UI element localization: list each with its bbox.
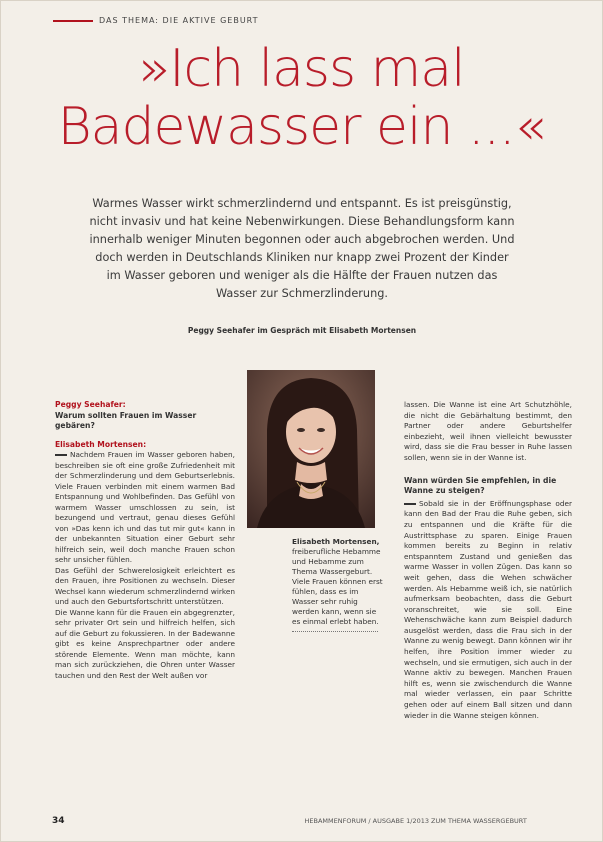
answer-1-paragraph-2: Das Gefühl der Schwerelosigkeit erleichtert es den Frauen, ihre Positionen zu wechseln. Dieser Wechsel kann wiederum schmerzlindernd wirken und auch den Geburtsfortschritt unterstützen. [55,565,235,606]
caption-rule [292,631,378,632]
photo-caption [292,537,384,632]
answer-dash [55,454,67,456]
footer-text: HEBAMMENFORUM / AUSGABE 1/2013 ZUM THEMA WASSERGEBURT [304,817,527,825]
answer-1-text-1: Nachdem Frauen im Wasser geboren haben, beschreiben sie oft eine große Zufriedenheit mit der Schmerzlinderung und dem Geburtserlebnis. Viele Frauen verbinden mit einem warmen Bad Entspannung und Wohlbefinden. Das Gefühl von warmem Wasser umschlossen zu sein, ist bezungend und vertraut, genau dieses Gefühl von »Das kenn ich und das tut mir gut« kann in der unbekannten Situation einer Geburt sehr hilfreich sein, weil doch manche Frauen schon sehr unsicher fühlen. [55,450,235,564]
headline-line-1: »Ich lass mal [138,39,465,99]
intro-text: Warmes Wasser wirkt schmerzlindernd und entspannt. Es ist preisgünstig, nicht invasiv und hat keine Nebenwirkungen. Diese Behandlungsform kann innerhalb weniger Minuten begonnen oder auch abgebrochen werden. Und doch werden in Deutschlands Kliniken nur knapp zwei Prozent der Kinder im Wasser geboren und weniger als die Hälfte der Frauen nutzen das Wasser zur Schmerzlinderung. [89,197,515,300]
byline: Peggy Seehafer im Gespräch mit Elisabeth Mortensen [187,326,417,335]
page-number: 34 [52,816,65,826]
question-2: Wann würden Sie empfehlen, in die Wanne zu steigen? [404,475,557,496]
right-paragraph-2-text: Sobald sie in der Eröffnungsphase oder kann den Bad der Frau die Ruhe geben, sich zu entspannen und die Kräfte für die Austrittsphase zu sparen. Einige Frauen kommen bereits zu Beginn in relativ entspanntem Zustand und genießen das warme Wasser in vollen Zügen. Das kann so weit gehen, dass die Wehen schwächer werden. Als Hebamme weiß ich, sie natürlich aufmerksam beobachten, dass die Geburt voranschreitet, wie sie soll. Eine Wehenschwäche kann zum Beispiel dadurch ausgelöst werden, dass die Frau sich in der Wanne zu wenig bewegt. Dann können wir ihr helfen, ihre Position immer wieder zu wechseln, und sie ermutigen, sich auch in der Wanne aktiv zu bewegen. Manchen Frauen hilft es, wenn sie zwischendurch die Wanne mal wieder verlassen, ein paar Schritte gehen oder auf einem Ball sitzen und dann wieder in die Wanne steigen können. [404,498,572,720]
left-column [55,400,235,681]
answer-dash-2 [404,503,416,505]
section-kicker [53,16,259,25]
headline [40,40,563,156]
portrait-photo [247,370,375,528]
caption-name: Elisabeth Mortensen, [292,537,380,546]
interviewer-name: Peggy Seehafer: [55,400,126,409]
page-footer [52,816,572,826]
kicker-bar [53,20,93,22]
right-paragraph-2 [404,499,572,721]
answer-1-paragraph-1 [55,450,235,566]
section-label: DAS THEMA: DIE AKTIVE GEBURT [99,16,259,25]
question-1: Warum sollten Frauen im Wasser gebären? [55,410,197,430]
portrait-illustration [247,370,375,528]
right-paragraph-1: lassen. Die Wanne ist eine Art Schutzhöhle, die nicht die Gebärhaltung bestimmt, den Partner oder andere Geburtshelfer einbezieht, weil ihnen vielleicht bewusster wird, dass sie die Frau besser in Ruhe lassen sollen, wenn sie in der Wanne ist. [404,400,572,462]
caption-text: freiberufliche Hebamme und Hebamme zum Thema Wassergeburt. Viele Frauen können erst fühlen, dass es im Wasser sehr ruhig werden kann, wenn sie es einmal erlebt haben. [292,547,383,626]
interviewee-name: Elisabeth Mortensen: [55,439,147,449]
answer-1-paragraph-3: Die Wanne kann für die Frauen ein abgegrenzter, sehr privater Ort sein und hilfreich helfen, sich auf die Geburt zu fokussieren. In der Badewanne gibt es keine Ansprechpartner oder andere störende Elemente. Wenn man möchte, kann man sich zurückziehen, die Ohren unter Wasser tauchen und den Rest der Welt außen vor [55,607,235,680]
right-column [404,400,572,721]
headline-line-2: Badewasser ein ...« [57,97,546,157]
